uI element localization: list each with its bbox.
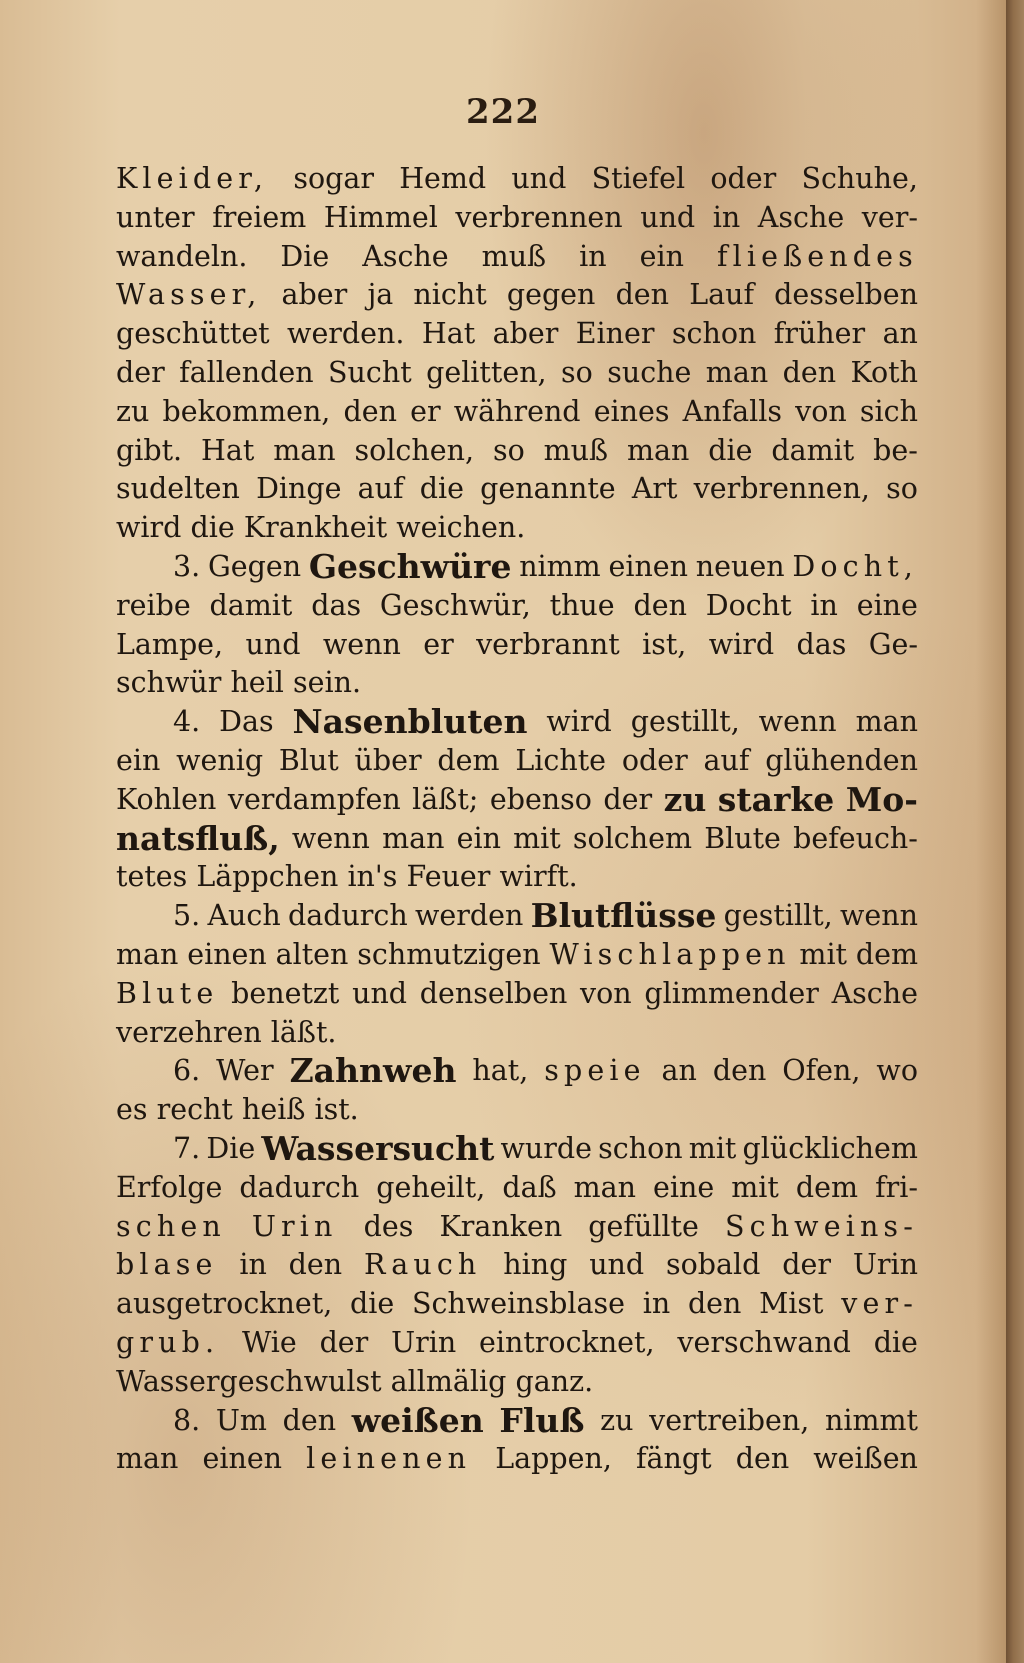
word: von (795, 394, 847, 428)
word: den (687, 1287, 742, 1321)
word: gestillt, (723, 899, 833, 933)
word: Auch (207, 899, 281, 933)
word: Blutflüsse (530, 896, 717, 936)
word: 5. (173, 899, 201, 933)
text-line (116, 1285, 918, 1324)
word: so (561, 355, 593, 389)
word: Rauch (363, 1248, 482, 1282)
word: gegen (506, 278, 596, 312)
word: 6. (173, 1054, 201, 1088)
word: muß (543, 433, 609, 467)
word: man (626, 433, 690, 467)
word: den (288, 1248, 343, 1282)
word: eines (593, 394, 670, 428)
word: fallenden (179, 355, 314, 389)
word: benetzt (231, 976, 340, 1010)
word: Feuer (406, 860, 491, 894)
word: Krankheit (243, 511, 388, 545)
word: Wassergeschwulst (116, 1364, 382, 1398)
word: schmutzigen (357, 937, 541, 971)
word: Lichte (515, 743, 607, 777)
text-line (116, 393, 918, 432)
word: Geschwür, (379, 588, 531, 622)
word: Hat (201, 433, 255, 467)
word: wenig (176, 743, 264, 777)
word: grub. (116, 1325, 220, 1359)
word: des (363, 1209, 414, 1243)
word: wird (546, 705, 612, 739)
word: den (712, 1054, 767, 1088)
word: verdampfen (227, 782, 401, 816)
word: Himmel (323, 200, 438, 234)
word: ver- (861, 200, 918, 234)
word: leinenen (306, 1442, 472, 1476)
word: ist. (314, 1093, 359, 1127)
word: das (796, 627, 847, 661)
word: Asche (831, 976, 918, 1010)
word: Mist (759, 1287, 824, 1321)
word: läßt; (412, 782, 479, 816)
word: zu (600, 1403, 634, 1437)
word: der (782, 1248, 831, 1282)
word: verbrennen, (693, 472, 870, 506)
word: verbrannt (476, 627, 620, 661)
word: sogar (293, 162, 374, 195)
word: mit (799, 937, 848, 971)
text-line (116, 664, 918, 703)
word: der (603, 782, 653, 816)
word: verschwand (677, 1325, 851, 1359)
word: ja (367, 278, 394, 312)
word: Wie (241, 1325, 297, 1359)
text-line (116, 858, 918, 897)
word: Gegen (207, 549, 302, 583)
word: der (319, 1325, 369, 1359)
word: 4. (173, 705, 201, 739)
text-line (116, 1324, 918, 1363)
word: gestillt, (630, 705, 740, 739)
word: schwür (116, 666, 222, 700)
word: verzehren (116, 1015, 262, 1049)
text-line (116, 936, 918, 975)
word: mit (513, 821, 561, 855)
word: er (423, 627, 454, 661)
word: er (410, 394, 441, 428)
word: wenn (758, 705, 837, 739)
word: damit (771, 433, 855, 467)
word: Ge- (868, 627, 918, 661)
word: in (712, 200, 741, 234)
word: den (282, 1403, 337, 1437)
word: Urin (852, 1248, 918, 1282)
text-line (116, 238, 918, 277)
word: hat, (472, 1054, 529, 1088)
word: be- (873, 433, 918, 467)
word: Ofen, (782, 1054, 861, 1088)
word: Das (219, 705, 274, 739)
text-line (116, 354, 918, 393)
text-line (116, 315, 918, 354)
word: thue (549, 588, 615, 622)
word: geschüttet (116, 317, 270, 351)
text-line (116, 1052, 918, 1091)
word: und (245, 627, 301, 661)
text-line (116, 742, 918, 781)
word: den (735, 1442, 790, 1476)
word: es (116, 1093, 148, 1127)
word: wandeln. (116, 239, 248, 273)
word: Sucht (328, 355, 412, 389)
word: den (343, 394, 397, 428)
word: heil (230, 666, 284, 700)
word: glücklichem (742, 1131, 918, 1165)
word: Schweins- (724, 1209, 918, 1243)
word: schon (598, 1131, 683, 1165)
word: sein. (293, 666, 362, 700)
text-line (116, 1208, 918, 1247)
word: denselben (419, 976, 568, 1010)
word: die (350, 1287, 395, 1321)
text-line (116, 703, 918, 742)
word: wenn (291, 821, 370, 855)
word: Stiefel (591, 162, 686, 195)
word: das (311, 588, 362, 622)
word: eine (653, 1170, 715, 1204)
word: 7. (173, 1131, 201, 1165)
word: Die (206, 1131, 256, 1165)
word: die (419, 472, 464, 506)
word: reibe (116, 588, 191, 622)
word: ausgetrocknet, (116, 1287, 333, 1321)
word: nimmt (825, 1403, 918, 1437)
word: Urin (251, 1209, 338, 1243)
word: Lappen, (495, 1442, 612, 1476)
word: hing (503, 1248, 568, 1282)
word: Dinge (256, 472, 342, 506)
word: man (116, 1442, 179, 1476)
word: Die (280, 239, 330, 273)
word: die (190, 511, 235, 545)
word: gibt. (116, 433, 183, 467)
word: wenn (839, 899, 918, 933)
word: und (589, 1248, 645, 1282)
word: wurde (500, 1131, 593, 1165)
text-line (116, 548, 918, 587)
word: in (239, 1248, 267, 1282)
text-line (116, 160, 918, 199)
word: an (661, 1054, 697, 1088)
word: muß (481, 239, 547, 273)
word: die (708, 433, 753, 467)
word: gefüllte (588, 1209, 699, 1243)
text-line (116, 820, 918, 859)
word: und (352, 976, 408, 1010)
word: blase (116, 1248, 218, 1282)
word: Einer (575, 317, 655, 351)
word: suche (607, 355, 692, 389)
word: dem (437, 743, 500, 777)
text-line (116, 626, 918, 665)
word: eintrocknet, (479, 1325, 655, 1359)
word: früher (773, 317, 866, 351)
word: während (453, 394, 581, 428)
word: schon (671, 317, 757, 351)
text-line (116, 470, 918, 509)
word: alten (275, 937, 349, 971)
word: man (382, 821, 445, 855)
word: wo (876, 1054, 918, 1088)
word: dadurch (239, 1170, 360, 1204)
word: Art (631, 472, 678, 506)
word: verbrennen (455, 200, 623, 234)
text-line (116, 432, 918, 471)
word: zu (663, 779, 707, 819)
word: zu (116, 394, 150, 428)
text-line (116, 1440, 918, 1479)
word: weichen. (396, 511, 526, 545)
word: der (116, 355, 165, 389)
word: in's (347, 860, 398, 894)
word: Anfalls (682, 394, 782, 428)
word: sich (859, 394, 918, 428)
word: Blute (704, 821, 781, 855)
word: aber (492, 317, 559, 351)
word: solchen, (354, 433, 475, 467)
text-line (116, 975, 918, 1014)
word: wenn (322, 627, 401, 661)
text-line (116, 1169, 918, 1208)
word: ist, (642, 627, 687, 661)
word: Wassersucht (261, 1128, 495, 1168)
word: glühenden (765, 743, 918, 777)
word: 8. (173, 1403, 201, 1437)
word: neuen (695, 549, 785, 583)
word: die (873, 1325, 918, 1359)
text-line (116, 897, 918, 936)
text-line (116, 1402, 918, 1441)
word: man (705, 355, 769, 389)
word: Um (215, 1403, 267, 1437)
word: starke (717, 779, 835, 819)
word: wirft. (499, 860, 578, 894)
word: eine (856, 588, 918, 622)
word: wird (708, 627, 775, 661)
word: Geschwüre (308, 546, 512, 586)
word: bekommen, (162, 394, 331, 428)
word: von (580, 976, 632, 1010)
word: man (573, 1170, 637, 1204)
word: man (116, 937, 179, 971)
word: recht (156, 1093, 233, 1127)
word: den (782, 355, 837, 389)
word: Koth (850, 355, 918, 389)
text-line (116, 1091, 918, 1130)
word: nicht (413, 278, 487, 312)
word: in (642, 1287, 671, 1321)
word: gelitten, (426, 355, 547, 389)
word: einen (202, 1442, 283, 1476)
word: den (633, 588, 687, 622)
word: Lampe, (116, 627, 224, 661)
word: in (579, 239, 607, 273)
word: so (886, 472, 918, 506)
word: werden (415, 899, 524, 933)
word: läßt. (270, 1015, 337, 1049)
word: Zahnweh (289, 1051, 457, 1091)
word: Hat (421, 317, 476, 351)
word: Wasser, (116, 278, 262, 312)
word: Docht (705, 588, 792, 622)
text-line (116, 1246, 918, 1285)
word: dem (795, 1170, 859, 1204)
word: vertreiben, (649, 1403, 810, 1437)
word: mit (688, 1131, 737, 1165)
word: damit (209, 588, 293, 622)
word: ebenso (489, 782, 592, 816)
word: weißen (351, 1400, 484, 1440)
word: befeuch- (793, 821, 918, 855)
word: geheilt, (376, 1170, 486, 1204)
word: man (273, 433, 336, 467)
word: 3. (173, 549, 201, 583)
text-line (116, 509, 918, 548)
word: glimmender (644, 976, 819, 1010)
word: mit (731, 1170, 779, 1204)
text-line (116, 1130, 918, 1169)
word: Fluß (499, 1400, 585, 1440)
word: natsfluß, (116, 818, 280, 858)
word: fließendes (716, 239, 918, 273)
text-line (116, 1363, 918, 1402)
word: desselben (774, 278, 918, 312)
word: nimm (519, 549, 601, 583)
word: daß (502, 1170, 557, 1204)
word: Lauf (689, 278, 755, 312)
word: aber (281, 278, 348, 312)
word: oder (710, 162, 777, 195)
word: heiß (241, 1093, 306, 1127)
page-number: 222 (466, 92, 540, 132)
word: unter (116, 200, 195, 234)
word: weißen (813, 1442, 918, 1476)
word: ein (456, 821, 501, 855)
word: auf (703, 743, 750, 777)
word: Asche (757, 200, 845, 234)
word: Mo- (845, 779, 918, 819)
word: so (492, 433, 525, 467)
word: schen (116, 1209, 226, 1243)
word: Blute (116, 976, 219, 1010)
word: über (354, 743, 422, 777)
word: den (615, 278, 670, 312)
word: Wischlappen (549, 937, 791, 971)
word: fri- (875, 1170, 918, 1204)
word: Schuhe, (801, 162, 918, 195)
word: Blut (278, 743, 339, 777)
word: genannte (480, 472, 616, 506)
word: Kohlen (116, 782, 217, 816)
word: und (640, 200, 696, 234)
word: Kleider, (116, 162, 269, 195)
word: oder (621, 743, 688, 777)
word: und (511, 162, 567, 195)
word: fängt (636, 1442, 712, 1476)
word: einen (608, 549, 689, 583)
word: ein (639, 239, 684, 273)
word: Hemd (399, 162, 487, 195)
text-line (116, 587, 918, 626)
word: Asche (362, 239, 449, 273)
word: Docht, (792, 549, 918, 583)
word: Schweinsblase (411, 1287, 626, 1321)
word: tetes (116, 860, 188, 894)
word: ganz. (515, 1364, 594, 1398)
word: in (810, 588, 838, 622)
word: ver- (841, 1287, 918, 1321)
word: einen (187, 937, 267, 971)
word: dadurch (287, 899, 408, 933)
text-line (116, 199, 918, 238)
word: werden. (287, 317, 405, 351)
word: allmälig (390, 1364, 507, 1398)
word: ein (116, 743, 161, 777)
word: solchem (572, 821, 693, 855)
word: freiem (212, 200, 307, 234)
text-line (116, 1014, 918, 1053)
word: Erfolge (116, 1170, 223, 1204)
word: Wer (216, 1054, 274, 1088)
text-line (116, 276, 918, 315)
word: man (855, 705, 918, 739)
text-line (116, 781, 918, 820)
word: speie (544, 1054, 646, 1088)
word: Nasenbluten (292, 702, 528, 742)
word: Urin (391, 1325, 457, 1359)
word: an (882, 317, 918, 351)
word: dem (855, 937, 918, 971)
word: wird (116, 511, 182, 545)
word: Läppchen (196, 860, 339, 894)
word: Kranken (439, 1209, 563, 1243)
body-text (116, 160, 918, 1479)
book-page-edge (1006, 0, 1024, 1663)
word: sobald (666, 1248, 761, 1282)
word: auf (357, 472, 404, 506)
word: sudelten (116, 472, 240, 506)
